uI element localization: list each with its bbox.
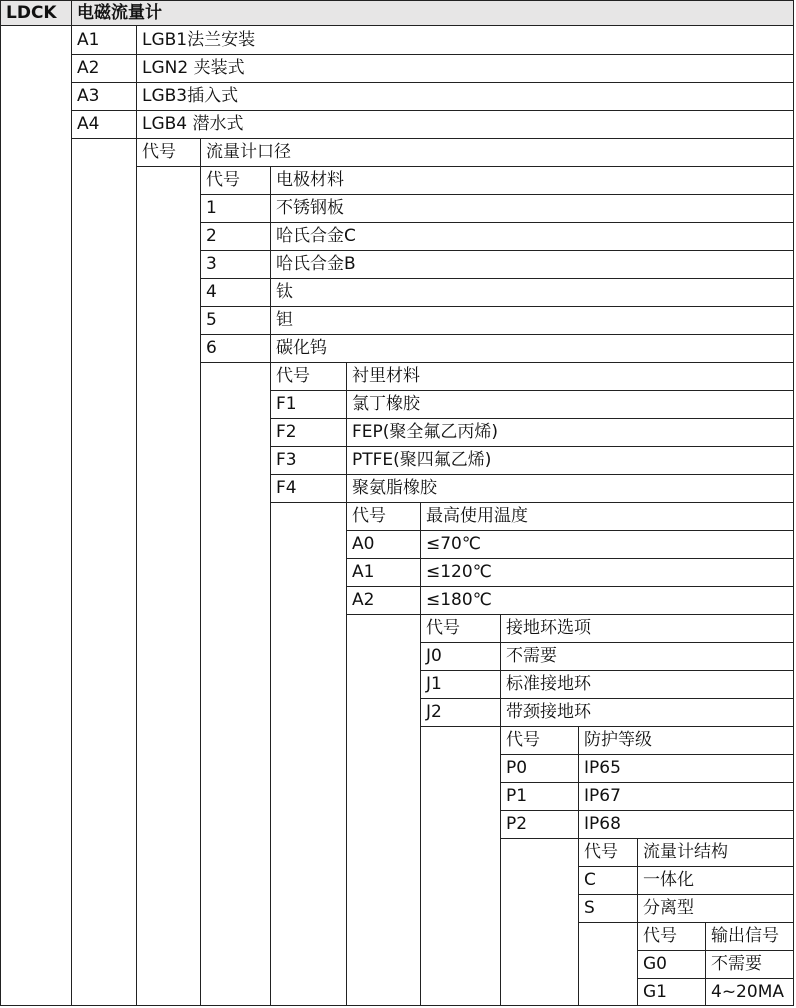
electrode-title-text: 电极材料 (276, 170, 344, 190)
electrode-option-code (201, 223, 271, 251)
electrode-code-header (201, 167, 271, 195)
meter_structure-option-code-text: C (584, 870, 596, 890)
protection-title (579, 727, 794, 755)
structure-label (137, 83, 794, 111)
electrode-option-label (271, 195, 794, 223)
structure-code (72, 26, 137, 55)
spacer-col-6 (421, 727, 501, 1006)
temperature-code-header (347, 503, 421, 531)
temperature-option-code-text: A2 (352, 590, 375, 610)
grounding-option-label (501, 671, 794, 699)
lining-option-label-text: 氯丁橡胶 (352, 394, 420, 414)
caliber-code-header-text: 代号 (142, 142, 176, 162)
lining-option-code (271, 447, 347, 475)
output-option-code (638, 979, 706, 1006)
output-code-header-text: 代号 (643, 926, 677, 946)
spacer-col-7 (501, 839, 579, 1006)
grounding-option-code-text: J0 (426, 646, 442, 666)
structure-code-text: A2 (77, 58, 100, 78)
electrode-option-code-text: 2 (206, 226, 217, 246)
lining-option-code-text: F3 (276, 450, 297, 470)
structure-label (137, 111, 794, 139)
electrode-option-label-text: 钛 (276, 282, 293, 302)
temperature-option-code-text: A0 (352, 534, 375, 554)
lining-title (347, 363, 794, 391)
grounding-title-text: 接地环选项 (506, 618, 591, 638)
electrode-option-code (201, 279, 271, 307)
product-title (72, 0, 794, 26)
electrode-option-label-text: 哈氏合金B (276, 254, 356, 274)
electrode-code-header-text: 代号 (206, 170, 240, 190)
product-title-text: 电磁流量计 (77, 2, 162, 23)
protection-option-code-text: P1 (506, 786, 528, 806)
caliber-title-text: 流量计口径 (206, 142, 291, 162)
lining-option-label (347, 447, 794, 475)
caliber-title (201, 139, 794, 167)
electrode-option-label (271, 307, 794, 335)
electrode-option-code (201, 195, 271, 223)
output-title (706, 923, 794, 951)
grounding-option-label-text: 标准接地环 (506, 674, 591, 694)
temperature-option-label-text: ≤180℃ (426, 590, 492, 610)
protection-option-code (501, 811, 579, 839)
meter_structure-option-label (638, 867, 794, 895)
temperature-option-code (347, 531, 421, 559)
lining-option-code-text: F4 (276, 478, 297, 498)
electrode-title (271, 167, 794, 195)
electrode-option-code (201, 335, 271, 363)
electrode-option-code-text: 3 (206, 254, 217, 274)
structure-label-text: LGB3插入式 (142, 86, 239, 106)
lining-option-label (347, 475, 794, 503)
grounding-option-label (501, 643, 794, 671)
spacer-col-1 (72, 139, 137, 1006)
electrode-option-label (271, 335, 794, 363)
meter_structure-option-code (579, 867, 638, 895)
protection-option-code-text: P0 (506, 758, 528, 778)
output-code-header (638, 923, 706, 951)
temperature-option-label (421, 531, 794, 559)
temperature-title (421, 503, 794, 531)
spacer-col-5 (347, 615, 421, 1006)
lining-option-code (271, 391, 347, 419)
protection-option-label (579, 755, 794, 783)
electrode-option-label-text: 哈氏合金C (276, 226, 356, 246)
meter_structure-code-header-text: 代号 (584, 842, 618, 862)
protection-code-header (501, 727, 579, 755)
lining-option-code-text: F2 (276, 422, 297, 442)
grounding-option-code (421, 643, 501, 671)
temperature-option-label-text: ≤70℃ (426, 534, 481, 554)
grounding-option-label-text: 带颈接地环 (506, 702, 591, 722)
spacer-col-4 (271, 503, 347, 1006)
meter_structure-option-label (638, 895, 794, 923)
electrode-option-code-text: 1 (206, 198, 217, 218)
lining-option-label-text: 聚氨脂橡胶 (352, 478, 437, 498)
structure-label-text: LGB1法兰安装 (142, 29, 256, 50)
electrode-option-label-text: 碳化钨 (276, 338, 327, 358)
grounding-option-code (421, 671, 501, 699)
grounding-code-header (421, 615, 501, 643)
protection-title-text: 防护等级 (584, 730, 652, 750)
structure-label (137, 26, 794, 55)
meter_structure-code-header (579, 839, 638, 867)
electrode-option-code-text: 6 (206, 338, 217, 358)
output-option-code-text: G1 (643, 981, 667, 1002)
meter_structure-title-text: 流量计结构 (643, 842, 728, 862)
structure-label-text: LGB4 潜水式 (142, 114, 244, 134)
output-option-code (638, 951, 706, 979)
output-title-text: 输出信号 (711, 926, 779, 946)
spacer-col-0 (0, 26, 72, 1006)
lining-option-label-text: FEP(聚全氟乙丙烯) (352, 422, 499, 442)
structure-code-text: A4 (77, 114, 100, 134)
grounding-code-header-text: 代号 (426, 618, 460, 638)
lining-option-code (271, 475, 347, 503)
structure-code (72, 83, 137, 111)
protection-option-code (501, 783, 579, 811)
output-option-code-text: G0 (643, 954, 667, 974)
structure-code (72, 55, 137, 83)
model-header-text: LDCK (6, 2, 57, 23)
meter_structure-option-label-text: 一体化 (643, 870, 694, 890)
lining-option-label-text: PTFE(聚四氟乙烯) (352, 450, 492, 470)
temperature-option-label-text: ≤120℃ (426, 562, 492, 582)
structure-label-text: LGN2 夹装式 (142, 58, 245, 78)
electrode-option-code (201, 251, 271, 279)
electrode-option-label-text: 不锈钢板 (276, 198, 344, 218)
temperature-code-header-text: 代号 (352, 506, 386, 526)
output-option-label-text: 不需要 (711, 954, 762, 974)
grounding-option-code-text: J1 (426, 674, 442, 694)
spacer-col-3 (201, 363, 271, 1006)
protection-code-header-text: 代号 (506, 730, 540, 750)
electrode-option-label (271, 279, 794, 307)
protection-option-label-text: IP68 (584, 814, 621, 834)
electrode-option-code-text: 4 (206, 282, 217, 302)
grounding-title (501, 615, 794, 643)
temperature-option-code-text: A1 (352, 562, 375, 582)
grounding-option-code-text: J2 (426, 702, 442, 722)
lining-option-label (347, 391, 794, 419)
grounding-option-code (421, 699, 501, 727)
meter_structure-option-label-text: 分离型 (643, 898, 694, 918)
protection-option-label (579, 811, 794, 839)
lining-option-label (347, 419, 794, 447)
lining-option-code-text: F1 (276, 394, 297, 414)
electrode-option-label (271, 251, 794, 279)
protection-option-code (501, 755, 579, 783)
temperature-option-label (421, 559, 794, 587)
structure-label (137, 55, 794, 83)
protection-option-label-text: IP67 (584, 786, 621, 806)
electrode-option-label (271, 223, 794, 251)
meter_structure-option-code-text: S (584, 898, 595, 918)
protection-option-label-text: IP65 (584, 758, 621, 778)
grounding-option-label-text: 不需要 (506, 646, 557, 666)
spacer-col-8 (579, 923, 638, 1006)
caliber-code-header (137, 139, 201, 167)
output-option-label-text: 4~20MA (711, 981, 784, 1002)
structure-code (72, 111, 137, 139)
electrode-option-code-text: 5 (206, 310, 217, 330)
structure-code-text: A3 (77, 86, 100, 106)
output-option-label (706, 951, 794, 979)
structure-code-text: A1 (77, 29, 100, 50)
meter_structure-title (638, 839, 794, 867)
temperature-option-code (347, 559, 421, 587)
temperature-option-label (421, 587, 794, 615)
grounding-option-label (501, 699, 794, 727)
model-header (0, 0, 72, 26)
lining-title-text: 衬里材料 (352, 366, 420, 386)
output-option-label (706, 979, 794, 1006)
lining-option-code (271, 419, 347, 447)
meter_structure-option-code (579, 895, 638, 923)
protection-option-code-text: P2 (506, 814, 528, 834)
temperature-title-text: 最高使用温度 (426, 506, 528, 526)
lining-code-header (271, 363, 347, 391)
lining-code-header-text: 代号 (276, 366, 310, 386)
electrode-option-code (201, 307, 271, 335)
spacer-col-2 (137, 167, 201, 1006)
protection-option-label (579, 783, 794, 811)
electrode-option-label-text: 钽 (276, 310, 293, 330)
temperature-option-code (347, 587, 421, 615)
